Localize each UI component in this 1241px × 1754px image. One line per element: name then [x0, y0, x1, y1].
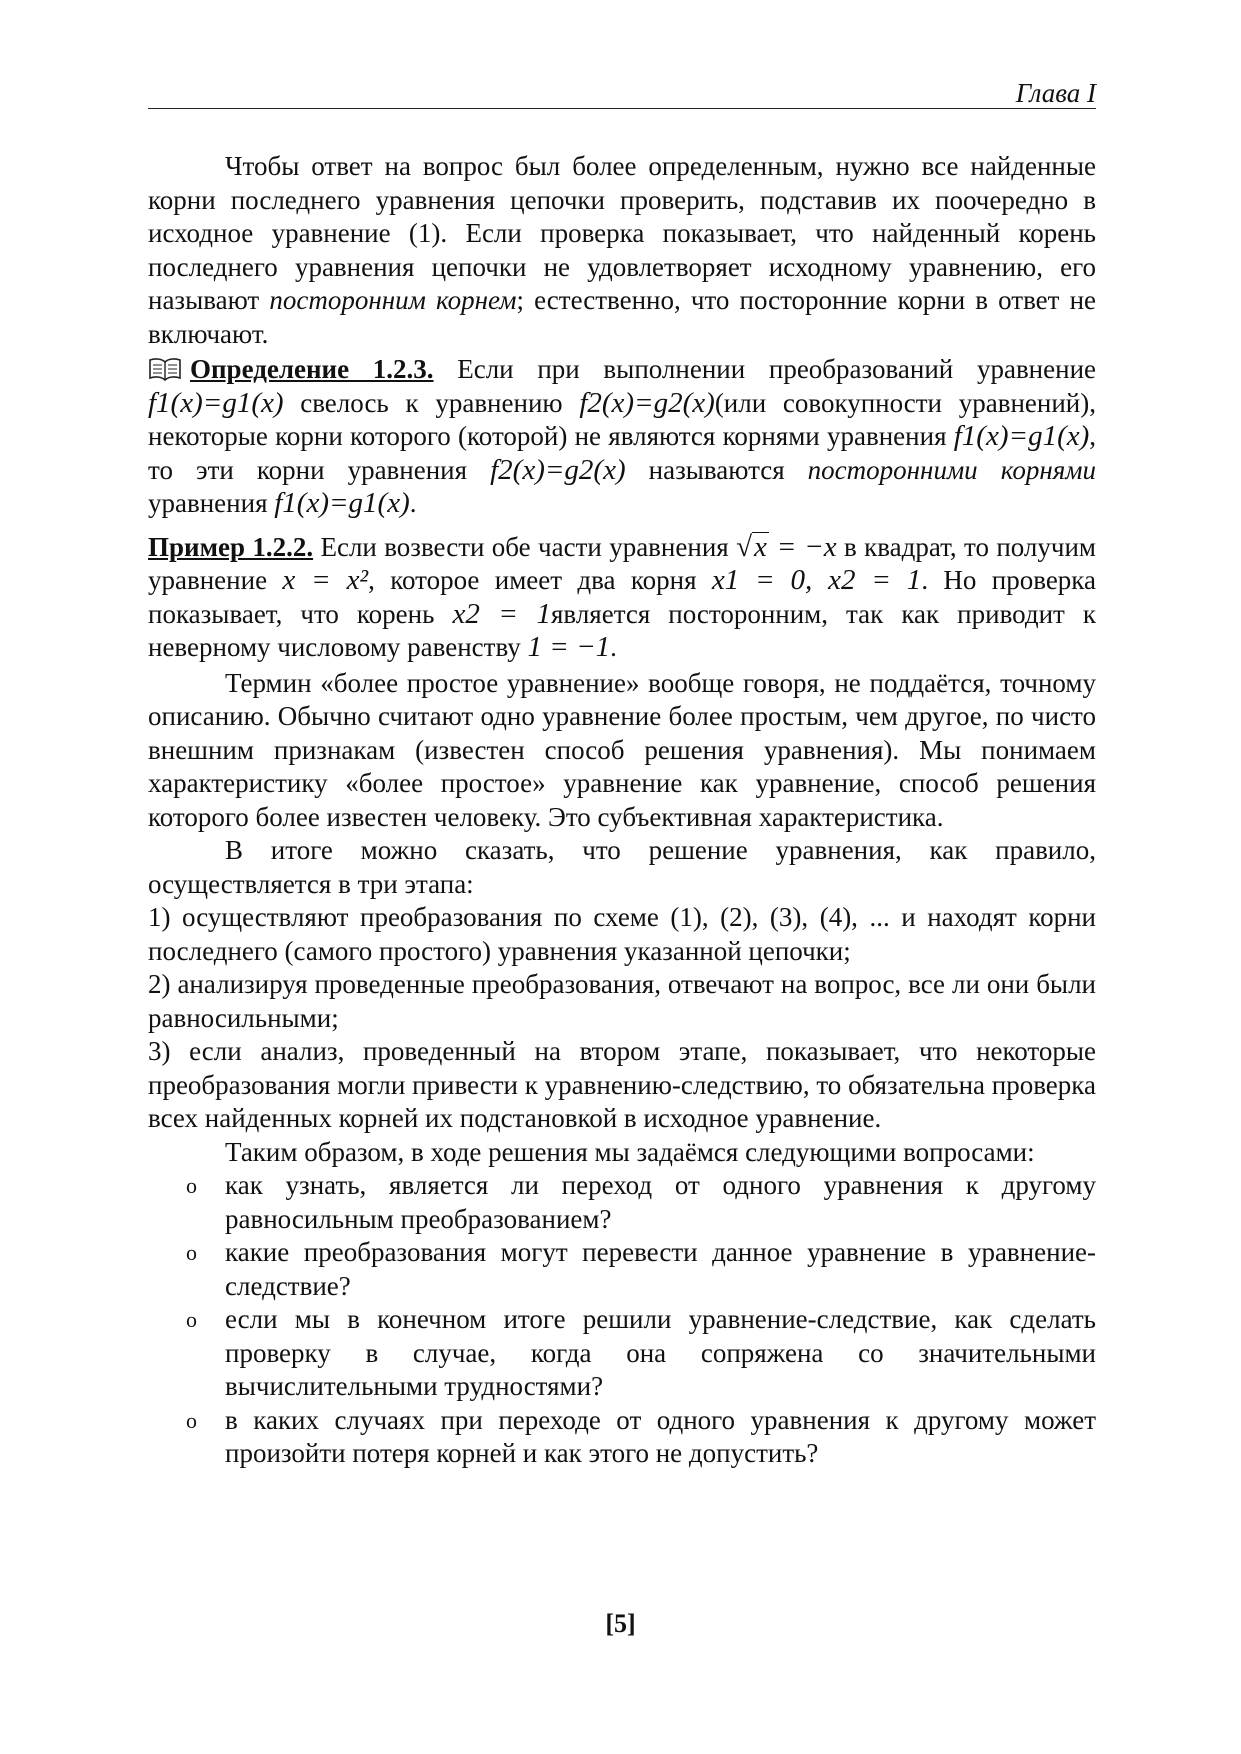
sqrt-icon: √: [736, 530, 752, 563]
list-item: [148, 1169, 1096, 1236]
question-text: как узнать, является ли переход от одного уравнения к другому равносильным преобразованием?: [225, 1170, 1096, 1234]
bullet-circle-icon: o: [186, 1307, 197, 1332]
formula-f1-g1: f1(x)=g1(x): [274, 487, 410, 519]
questions-list: [148, 1169, 1096, 1471]
formula-false-equality: 1 = −1: [527, 631, 611, 663]
definition-text: Если при выполнении преобразований уравнение: [433, 354, 1097, 384]
definition-text: (или совокупности уравнений), некоторые корни которого (которой) не являются корнями уравнения: [148, 387, 1096, 451]
example-text: в квадрат, то получим уравнение: [148, 531, 1097, 595]
step-item: 2) анализируя проведенные преобразования, отвечают на вопрос, все ли они были равносильными;: [148, 969, 1096, 1033]
formula-x2: x2 = 1: [452, 597, 552, 630]
paragraph-text: Чтобы ответ на вопрос был более определенным, нужно все найденные корни последнего уравнения цепочки проверить, подставив их поочередно в исходное уравнение (1). Если проверка показывает, что найденный корень последнего уравнения цепочки не удовлетворяет исходному уравнению, его называют: [148, 151, 1096, 315]
step-item: 1) осуществляют преобразования по схеме (1), (2), (3), (4), ... и находят корни последнего (самого простого) уравнения указанной цепочки;: [148, 902, 1096, 966]
example-block: [148, 531, 1096, 665]
example-text: является посторонним, так как приводит к неверному числовому равенству: [148, 598, 1097, 662]
formula-f1-g1: f1(x)=g1(x): [953, 420, 1090, 452]
definition-title: Определение 1.2.3.: [190, 354, 434, 384]
paragraph-questions-intro: Таким образом, в ходе решения мы задаёмся следующими вопросами:: [225, 1136, 1035, 1167]
example-text: . Но проверка показывает, что корень: [148, 565, 1096, 629]
definition-text: свелось к уравнению: [283, 387, 580, 418]
formula-roots: x1 = 0, x2 = 1: [711, 564, 922, 596]
definition-text: уравнения: [148, 488, 275, 518]
list-item: [148, 1236, 1096, 1303]
question-text: какие преобразования могут перевести данное уравнение в уравнение-следствие?: [225, 1237, 1096, 1301]
chapter-title: Глава I: [1015, 78, 1096, 108]
formula-f2-g2: f2(x)=g2(x): [490, 453, 626, 486]
question-text: в каких случаях при переходе от одного уравнения к другому может произойти потеря корней и как этого не допустить?: [225, 1404, 1096, 1468]
page-number: [5]: [605, 1609, 636, 1638]
definition-text: называются: [625, 454, 808, 485]
page-body: [148, 150, 1096, 1471]
bullet-circle-icon: o: [186, 1240, 197, 1265]
bullet-circle-icon: o: [186, 1407, 197, 1433]
formula-sqrt-equation: √x = −x: [736, 530, 837, 563]
formula-f2-g2: f2(x)=g2(x): [579, 386, 715, 419]
book-icon: [148, 356, 182, 380]
definition-text: , то эти корни уравнения: [148, 421, 1096, 485]
formula-f1-g1: f1(x)=g1(x): [148, 386, 284, 419]
question-text: если мы в конечном итоге решили уравнение-следствие, как сделать проверку в случае, когда она сопряжена со значительными вычислительными трудностями?: [225, 1304, 1096, 1401]
definition-text: .: [409, 488, 417, 518]
example-text: .: [610, 632, 617, 662]
term-extraneous-roots: посторонними корнями: [807, 454, 1096, 485]
paragraph-simpler-equation: Термин «более простое уравнение» вообще говоря, не поддаётся, точному описанию. Обычно считают одно уравнение более простым, чем другое, по чисто внешним признакам (известен способ решения уравнения). Мы понимаем характеристику «более простое» уравнение как уравнение, способ решения которого более известен человеку. Это субъективная характеристика.: [148, 667, 1096, 832]
list-item: [148, 1303, 1096, 1404]
example-text: Если возвести обе части уравнения: [313, 531, 737, 562]
example-text: , которое имеет два корня: [368, 565, 712, 595]
example-title: Пример 1.2.2.: [148, 531, 314, 562]
page-header: [148, 78, 1096, 109]
paragraph-three-stages: В итоге можно сказать, что решение уравнения, как правило, осуществляется в три этапа:: [148, 835, 1096, 899]
formula-x-squared: x = x²: [282, 564, 369, 596]
formula-rhs: = −x: [776, 530, 837, 563]
definition-block: [148, 353, 1096, 521]
paragraph-text: ; естественно, что посторонние корни в ответ не включают.: [148, 285, 1097, 349]
step-item: 3) если анализ, проведенный на втором этапе, показывает, что некоторые преобразования могли привести к уравнению-следствию, то обязательна проверка всех найденных корней их подстановкой в исходное уравнение.: [148, 1036, 1096, 1133]
term-extraneous-root: посторонним корнем: [269, 285, 517, 315]
list-item: [148, 1404, 1096, 1471]
bullet-circle-icon: o: [186, 1173, 197, 1198]
paragraph-extraneous-root: [148, 150, 1096, 351]
